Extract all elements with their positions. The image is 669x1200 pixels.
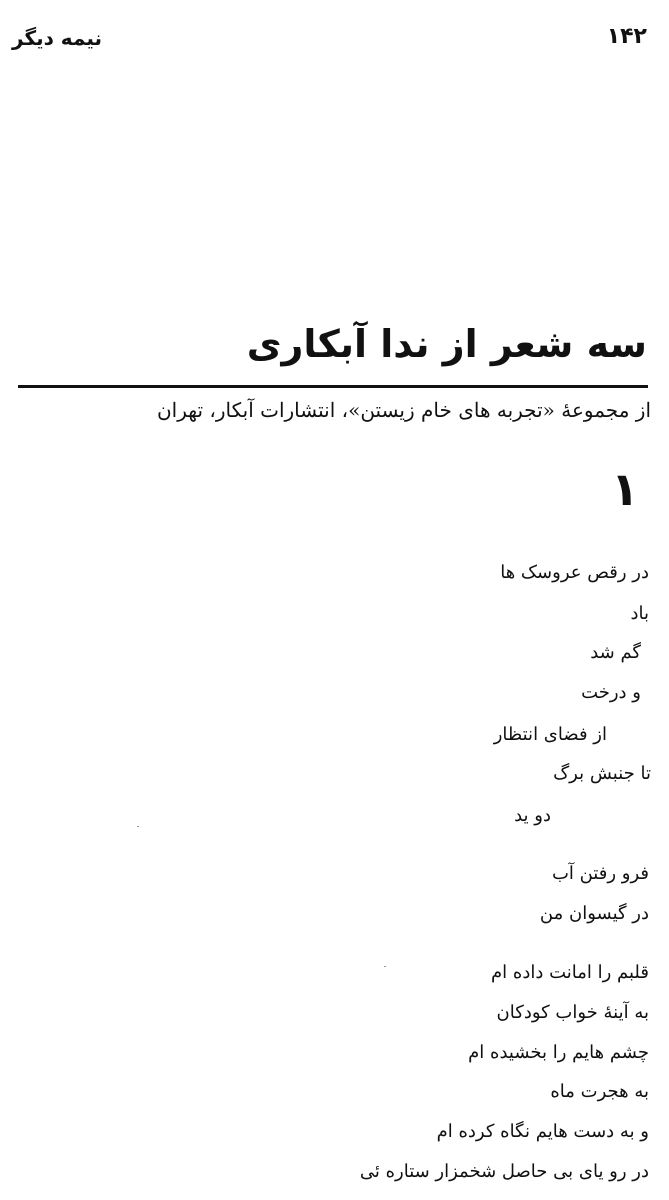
poem-line: چشم هایم را بخشیده ام bbox=[468, 1042, 649, 1063]
poem-line: و درخت bbox=[581, 682, 641, 703]
poem-line: گم شد bbox=[590, 642, 641, 663]
page-number: ۱۴۲ bbox=[606, 24, 647, 49]
poem-line: در رو یای بی حاصل شخمزار ستاره ئی bbox=[359, 1161, 649, 1182]
scan-speck bbox=[137, 826, 139, 827]
poem-line: از فضای انتظار bbox=[493, 724, 607, 745]
poem-collection-title: سه شعر از ندا آبکاری bbox=[246, 322, 647, 366]
poem-line: فرو رفتن آب bbox=[551, 863, 649, 884]
source-note: از مجموعهٔ «تجربه های خام زیستن»، انتشارات آبکار، تهران bbox=[156, 398, 651, 422]
poem-line: در رقص عروسک ها bbox=[500, 562, 649, 583]
poem-line: تا جنبش برگ bbox=[553, 763, 651, 784]
poem-line: و به دست هایم نگاه کرده ام bbox=[436, 1121, 649, 1142]
section-number: ۱ bbox=[610, 462, 639, 516]
poem-line: در گیسوان من bbox=[539, 903, 649, 924]
running-head: نیمه دیگر bbox=[12, 26, 103, 50]
poem-line: قلبم را امانت داده ام bbox=[491, 962, 649, 983]
poem-line: باد bbox=[630, 603, 649, 624]
title-rule bbox=[18, 385, 648, 388]
poem-line: دو ید bbox=[514, 805, 551, 826]
scan-speck bbox=[384, 966, 386, 967]
poem-line: به آینهٔ خواب کودکان bbox=[496, 1002, 649, 1023]
poem-line: به هجرت ماه bbox=[550, 1081, 649, 1102]
